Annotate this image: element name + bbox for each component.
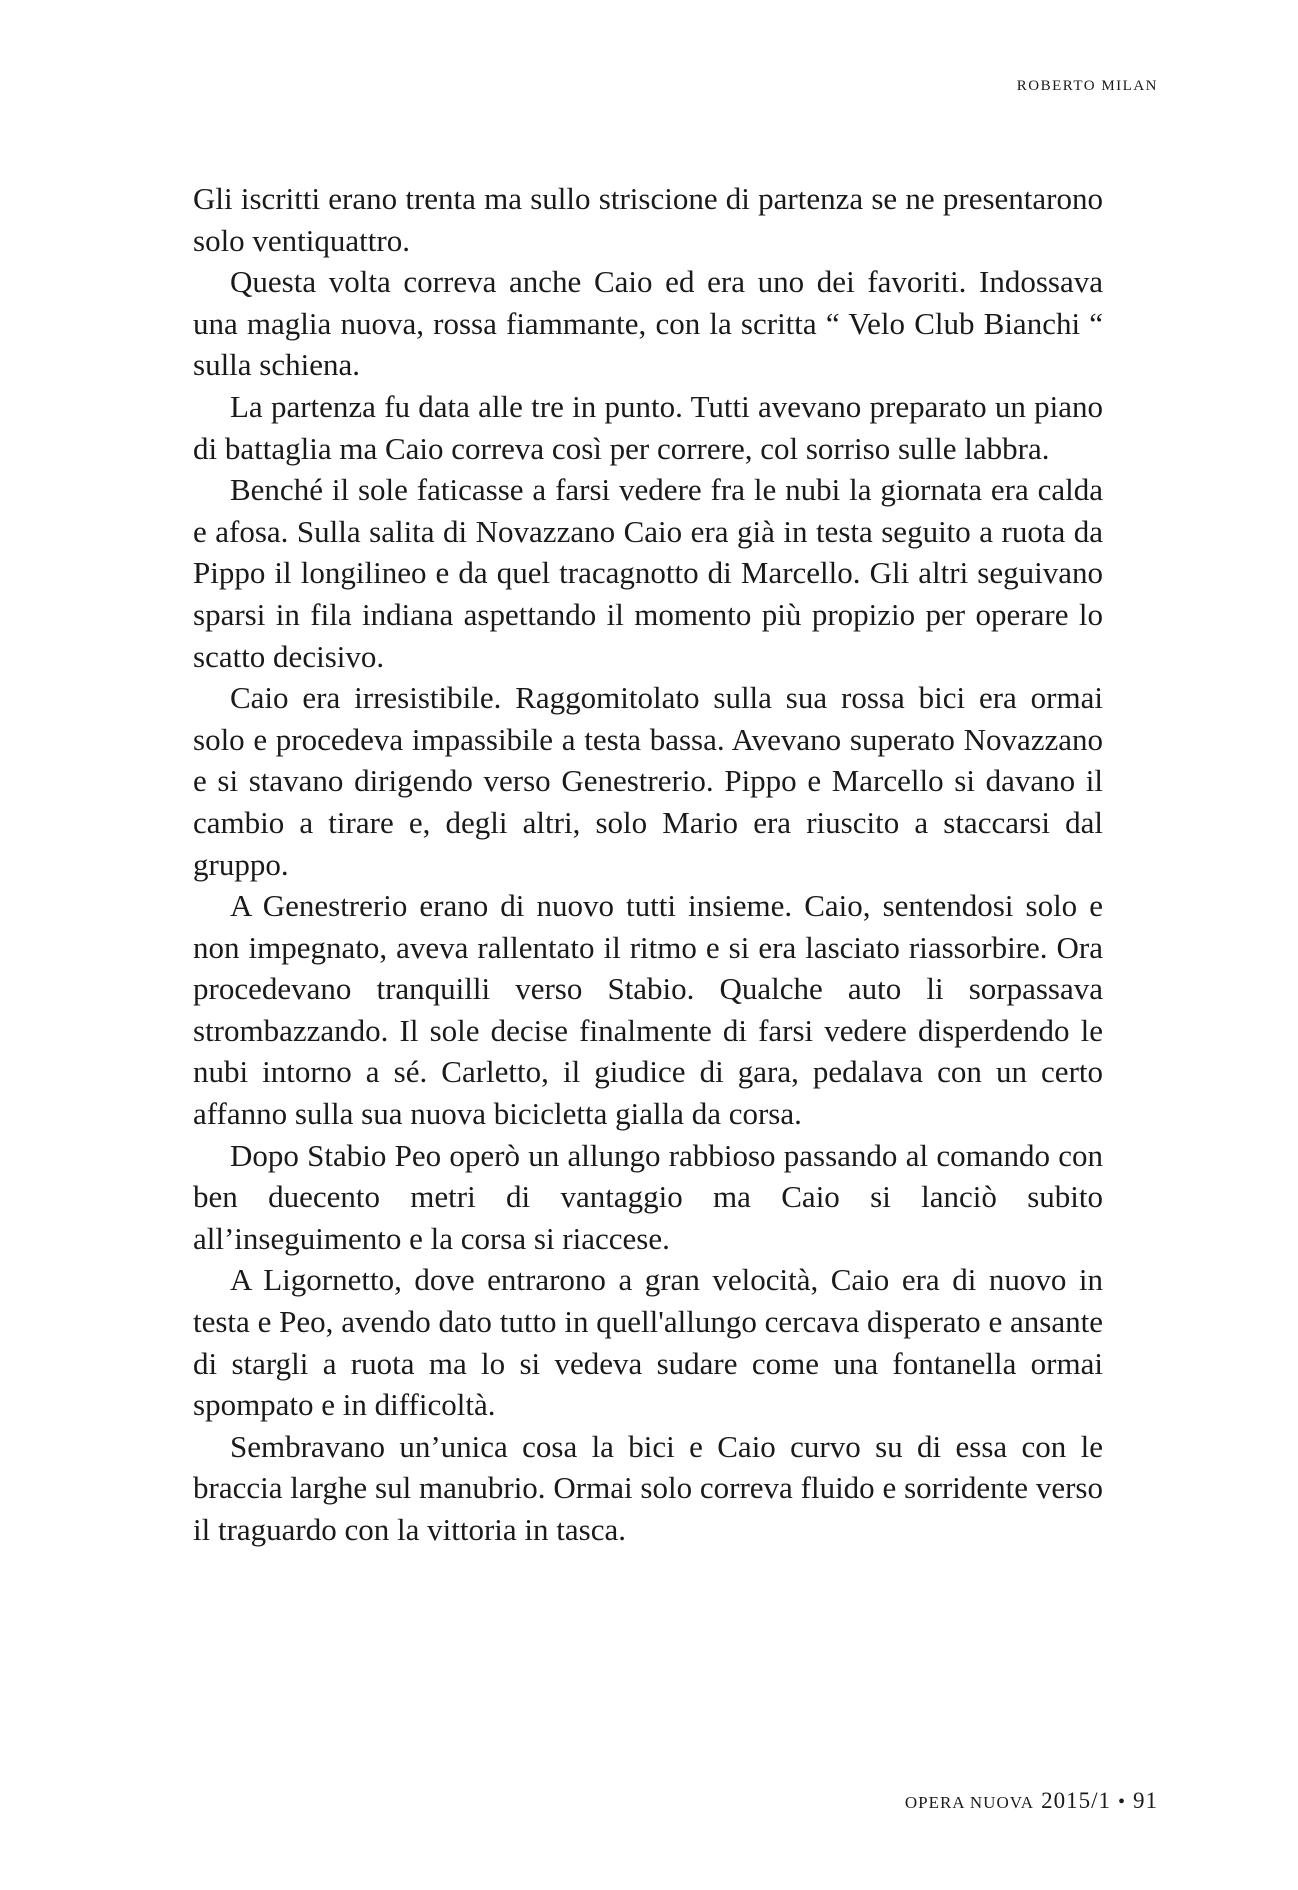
paragraph: Sembravano un’unica cosa la bici e Caio curvo su di essa con le braccia larghe sul manubrio. Ormai solo correva fluido e sorridente verso il traguardo con la vittoria in tasca. (193, 1428, 1103, 1547)
paragraph: Dopo Stabio Peo operò un allungo rabbioso passando al comando con ben duecento metri di vantaggio ma Caio si lanciò subito all’inseguimento e la corsa si riaccese. (193, 1137, 1103, 1256)
paragraph: A Ligornetto, dove entrarono a gran velocità, Caio era di nuovo in testa e Peo, avendo dato tutto in quell'allungo cercava disperato e ansante di stargli a ruota ma lo si vedeva sudare come una fontanella ormai spompato e in difficoltà. (193, 1262, 1103, 1423)
paragraph: A Genestrerio erano di nuovo tutti insieme. Caio, sentendosi solo e non impegnato, aveva rallentato il ritmo e si era lasciato riassorbire. Ora procedevano tranquilli verso Stabio. Qualche auto li sorpassava strombazzando. Il sole decise finalmente di farsi vedere disperdendo le nubi intorno a sé. Carletto, il giudice di gara, pedalava con un certo affanno sulla sua nuova bicicletta gialla da corsa. (193, 888, 1103, 1132)
page-number: 91 (1133, 1788, 1158, 1813)
paragraph: Gli iscritti erano trenta ma sullo striscione di partenza se ne presentarono solo ventiquattro. (193, 181, 1103, 258)
journal-name: OPERA NUOVA (904, 1793, 1035, 1812)
bullet-separator: • (1117, 1791, 1126, 1813)
paragraph: Caio era irresistibile. Raggomitolato sulla sua rossa bici era ormai solo e procedeva impassibile a testa bassa. Avevano superato Novazzano e si stavano dirigendo verso Genestrerio. Pippo e Marcello si davano il cambio a tirare e, degli altri, solo Mario era riuscito a staccarsi dal gruppo. (193, 680, 1103, 882)
paragraph: La partenza fu data alle tre in punto. Tutti avevano preparato un piano di battaglia ma Caio correva così per correre, col sorriso sulle labbra. (193, 388, 1103, 466)
issue-number: 2015/1 (1041, 1788, 1111, 1813)
running-head-author: ROBERTO MILAN (1016, 78, 1158, 94)
paragraph: Questa volta correva anche Caio ed era uno dei favoriti. Indossava una maglia nuova, rossa fiammante, con la scritta “ Velo Club Bianchi “ sulla schiena. (193, 264, 1103, 383)
paragraph: Benché il sole faticasse a farsi vedere fra le nubi la giornata era calda e afosa. Sulla salita di Novazzano Caio era già in testa seguito a ruota da Pippo il longilineo e da quel tracagnotto di Marcello. Gli altri seguivano sparsi in fila indiana aspettando il momento più propizio per operare lo scatto decisivo. (193, 472, 1103, 674)
body-text (193, 178, 1103, 1551)
page-footer (905, 1788, 1158, 1814)
